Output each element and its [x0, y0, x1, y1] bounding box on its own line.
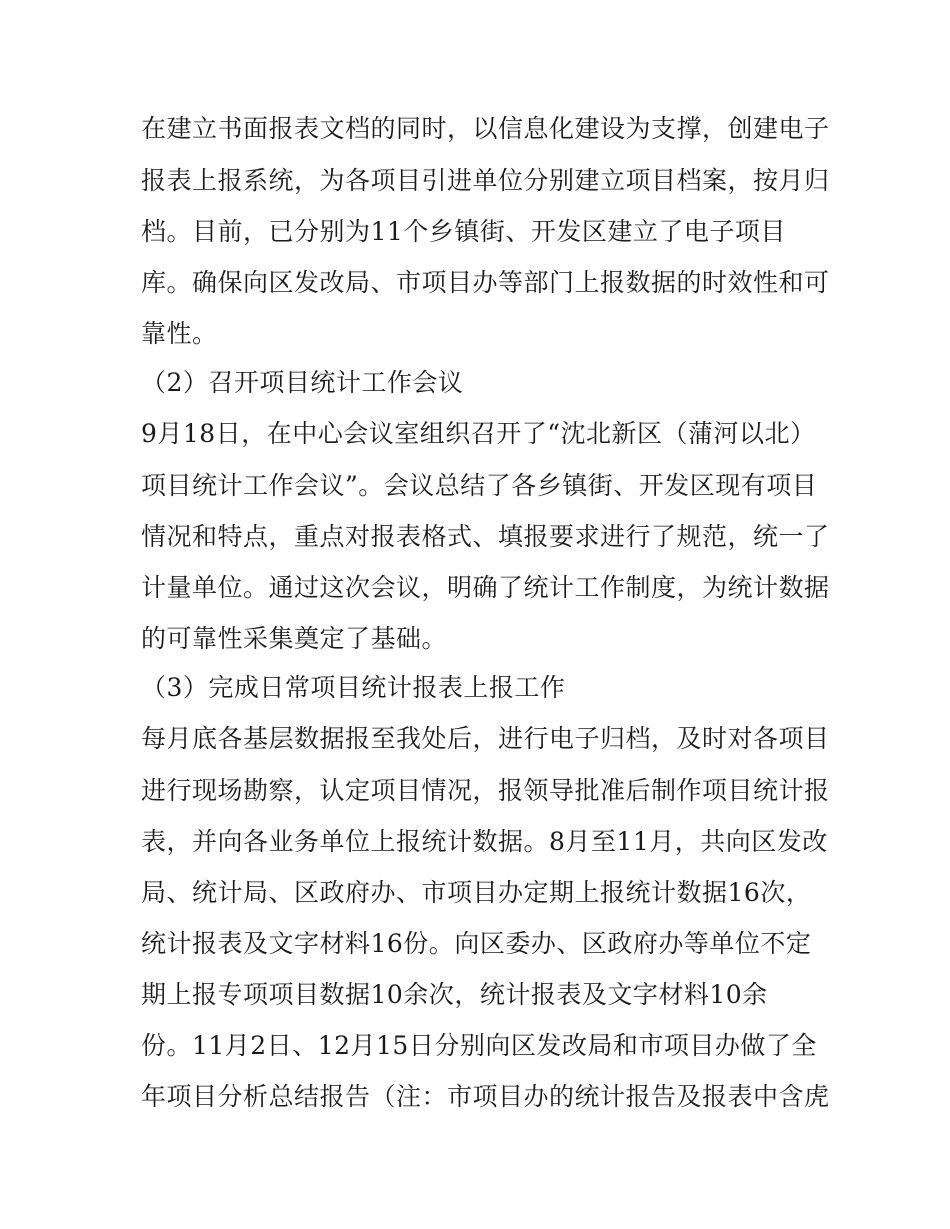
paragraph-line: 期上报专项项目数据10余次，统计报表及文字材料10余	[141, 980, 768, 1009]
paragraph-line: 份。11月2日、12月15日分别向区发改局和市项目办做了全	[141, 1031, 817, 1060]
paragraph-line: 9月18日，在中心会议室组织召开了“沈北新区（蒲河以北）	[141, 419, 816, 448]
paragraph-line: 项目统计工作会议”。会议总结了各乡镇街、开发区现有项目	[141, 471, 818, 500]
paragraph-line: 靠性。	[141, 319, 218, 348]
paragraph-line: 情况和特点，重点对报表格式、填报要求进行了规范，统一了	[141, 522, 830, 551]
paragraph-line: 年项目分析总结报告（注：市项目办的统计报告及报表中含虎	[141, 1082, 830, 1111]
paragraph-line: 表，并向各业务单位上报统计数据。8月至11月，共向区发改	[141, 827, 828, 856]
paragraph-line: 报表上报系统，为各项目引进单位分别建立项目档案，按月归	[141, 166, 830, 195]
paragraph-line: 在建立书面报表文档的同时，以信息化建设为支撑，创建电子	[141, 114, 830, 143]
paragraph-line: 的可靠性采集奠定了基础。	[141, 624, 448, 653]
paragraph-line: 档。目前，已分别为11个乡镇街、开发区建立了电子项目	[141, 217, 786, 246]
section-heading: （3）完成日常项目统计报表上报工作	[141, 673, 566, 702]
section-heading: （2）召开项目统计工作会议	[141, 368, 464, 397]
paragraph-line: 进行现场勘察，认定项目情况，报领导批准后制作项目统计报	[141, 776, 830, 805]
paragraph-line: 库。确保向区发改局、市项目办等部门上报数据的时效性和可	[141, 268, 830, 297]
paragraph-line: 统计报表及文字材料16份。向区委办、区政府办等单位不定	[141, 929, 812, 958]
paragraph-line: 局、统计局、区政府办、市项目办定期上报统计数据16次，	[141, 878, 812, 907]
paragraph-line: 计量单位。通过这次会议，明确了统计工作制度，为统计数据	[141, 573, 830, 602]
paragraph-line: 每月底各基层数据报至我处后，进行电子归档，及时对各项目	[141, 724, 830, 753]
